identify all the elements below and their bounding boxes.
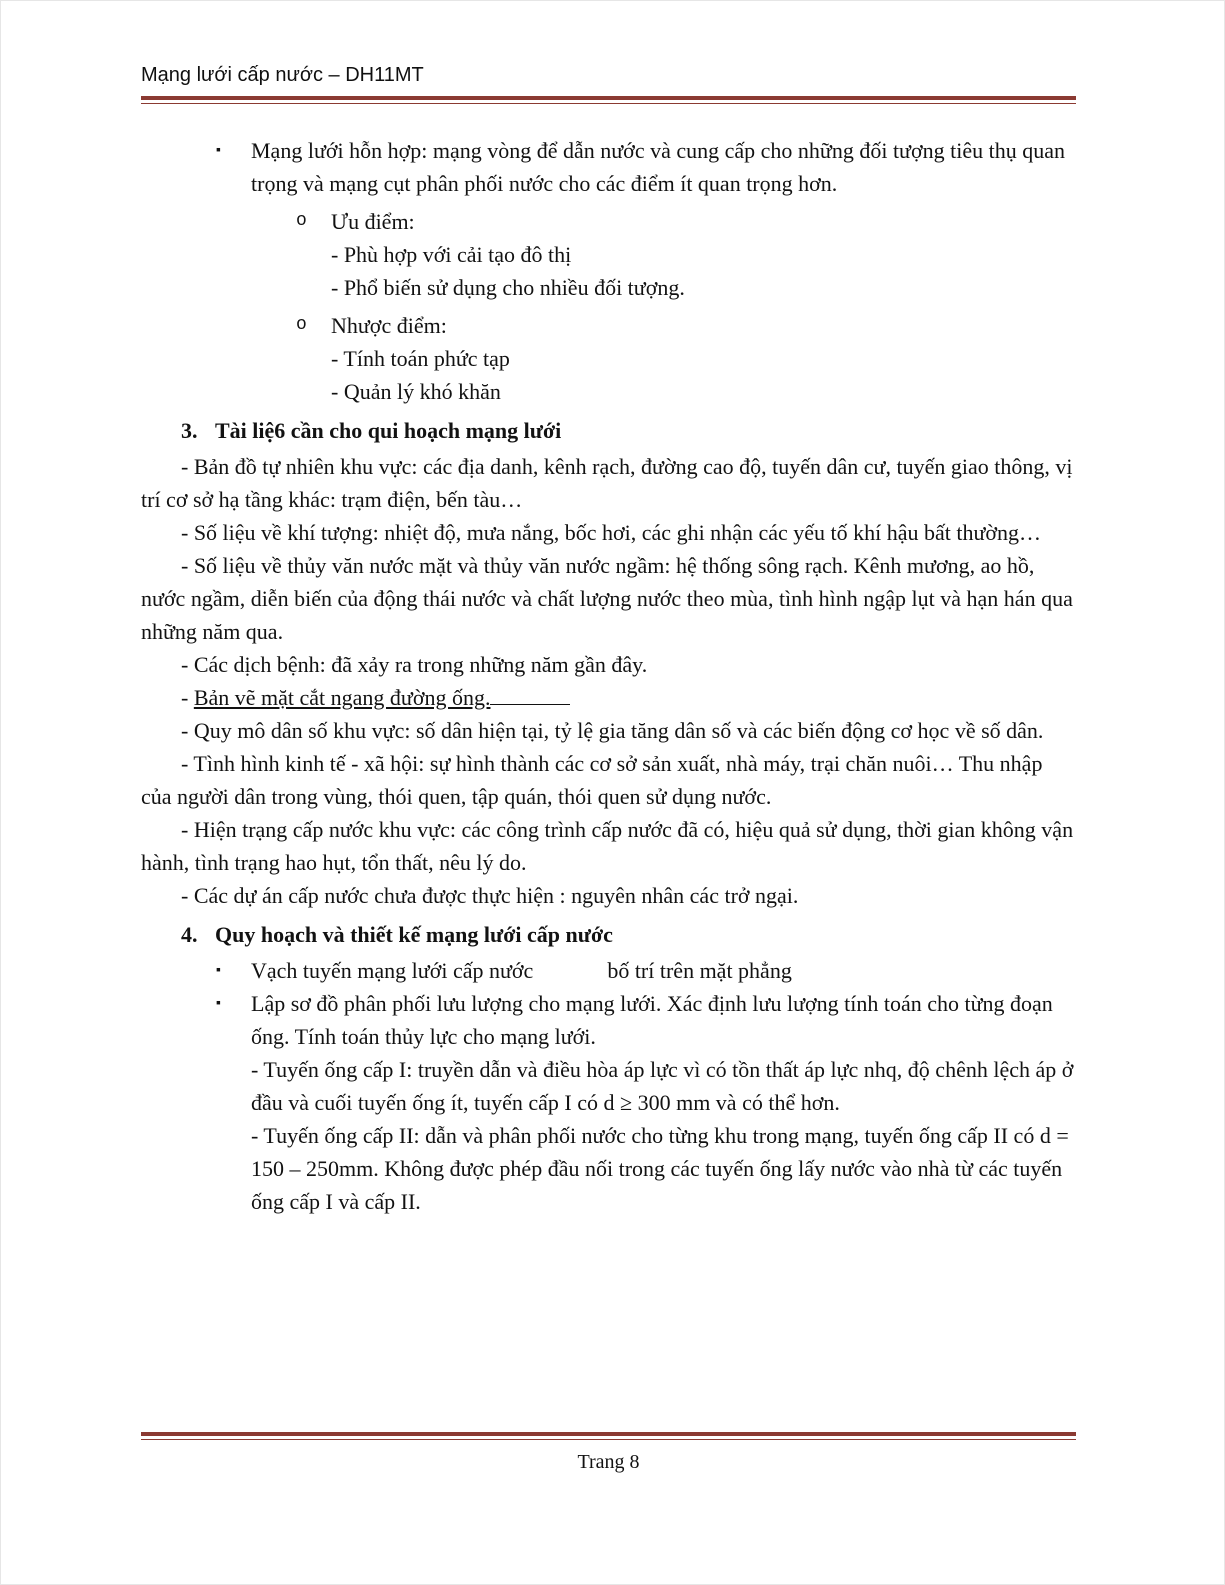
list-item-text: [251, 954, 1076, 987]
pros-item: - Phổ biến sử dụng cho nhiều đối tượng.: [331, 275, 685, 300]
pros-label: Ưu điểm:: [331, 209, 415, 234]
cons-item: - Quản lý khó khăn: [331, 379, 501, 404]
route-text-part2: bố trí trên mặt phẳng: [607, 958, 792, 983]
section-3-heading: [181, 414, 1076, 447]
footer-rule: [141, 1432, 1076, 1440]
pipe-level-2-paragraph: - Tuyến ống cấp II: dẫn và phân phối nước cho từng khu trong mạng, tuyến ống cấp II có d = 150 – 250mm. Không được phép đầu nối trong các tuyến ống lấy nước vào nhà từ các tuyến ống cấp I và cấp II.: [251, 1123, 1069, 1214]
square-bullet-icon: ▪: [216, 143, 221, 158]
header-title: Mạng lưới cấp nước – DH11MT: [141, 64, 424, 86]
paragraph-projects: - Các dự án cấp nước chưa được thực hiện : nguyên nhân các trở ngại.: [181, 883, 799, 908]
paragraph-economy: - Tình hình kinh tế - xã hội: sự hình thành các cơ sở sản xuất, nhà máy, trại chăn nuôi… Thu nhập của người dân trong vùng, thói quen, tập quán, thói quen sử dụng nước.: [141, 751, 1043, 809]
paragraph-hydrology: - Số liệu về thủy văn nước mặt và thủy văn nước ngầm: hệ thống sông rạch. Kênh mương, ao hồ, nước ngầm, diễn biến của động thái nước và chất lượng nước theo mùa, tình hình ngập lụt và hạn hán qua những năm qua.: [141, 553, 1073, 644]
list-item-pros: [296, 205, 1076, 238]
document-footer: [141, 1423, 1076, 1474]
dash-prefix: -: [181, 685, 194, 710]
paragraph-population: - Quy mô dân số khu vực: số dân hiện tại, tỷ lệ gia tăng dân số và các biến động cơ học về số dân.: [181, 718, 1044, 743]
list-item-route-layout: [216, 954, 1076, 987]
square-bullet-icon: ▪: [216, 963, 221, 978]
section-number: 3.: [181, 418, 198, 443]
list-item-hybrid-network: [216, 134, 1076, 200]
underlined-text: Bản vẽ mặt cắt ngang đường ống.: [193, 685, 491, 710]
section-number: 4.: [181, 922, 198, 947]
cons-label: Nhược điểm:: [331, 313, 447, 338]
document-header: [1, 1, 1224, 104]
list-item-text: Lập sơ đồ phân phối lưu lượng cho mạng lưới. Xác định lưu lượng tính toán cho từng đoạn ống. Tính toán thủy lực cho mạng lưới.: [251, 991, 1053, 1049]
header-rule: [141, 96, 1076, 104]
section-4-heading: [181, 918, 1076, 951]
route-text-part1: Vạch tuyến mạng lưới cấp nước: [251, 958, 534, 983]
paragraph-map: - Bản đồ tự nhiên khu vực: các địa danh, kênh rạch, đường cao độ, tuyến dân cư, tuyến giao thông, vị trí cơ sở hạ tầng khác: trạm điện, bến tàu…: [141, 454, 1073, 512]
circle-bullet-icon: o: [296, 315, 307, 335]
section-title: Quy hoạch và thiết kế mạng lưới cấp nước: [215, 922, 613, 947]
paragraph-epidemics: - Các dịch bệnh: đã xảy ra trong những năm gần đây.: [181, 652, 648, 677]
pipe-level-1-paragraph: - Tuyến ống cấp I: truyền dẫn và điều hòa áp lực vì có tồn thất áp lực nhq, độ chênh lệch áp ở đầu và cuối tuyến ống ít, tuyến cấp I có d ≥ 300 mm và có thể hơn.: [251, 1057, 1074, 1115]
list-item-flow-diagram: [216, 987, 1076, 1053]
list-item-cons: [296, 309, 1076, 342]
cons-item: - Tính toán phức tạp: [331, 346, 510, 371]
pros-item: - Phù hợp với cải tạo đô thị: [331, 242, 572, 267]
paragraph-underlined: [141, 681, 1076, 714]
paragraph-climate: - Số liệu về khí tượng: nhiệt độ, mưa nắng, bốc hơi, các ghi nhận các yếu tố khí hậu bất thường…: [181, 520, 1042, 545]
circle-bullet-icon: o: [296, 211, 307, 231]
document-body: [1, 104, 1224, 1218]
page-number: Trang 8: [577, 1451, 640, 1473]
paragraph-current-status: - Hiện trạng cấp nước khu vực: các công trình cấp nước đã có, hiệu quả sử dụng, thời gian không vận hành, tình trạng hao hụt, tổn thất, nêu lý do.: [141, 817, 1074, 875]
section-title: Tài liệ6 cần cho qui hoạch mạng lưới: [215, 418, 562, 443]
list-item-text: Mạng lưới hỗn hợp: mạng vòng để dẫn nước và cung cấp cho những đối tượng tiêu thụ quan trọng và mạng cụt phân phối nước cho các điểm ít quan trọng hơn.: [251, 138, 1065, 196]
square-bullet-icon: ▪: [216, 996, 221, 1011]
underline-extension: [490, 702, 570, 705]
